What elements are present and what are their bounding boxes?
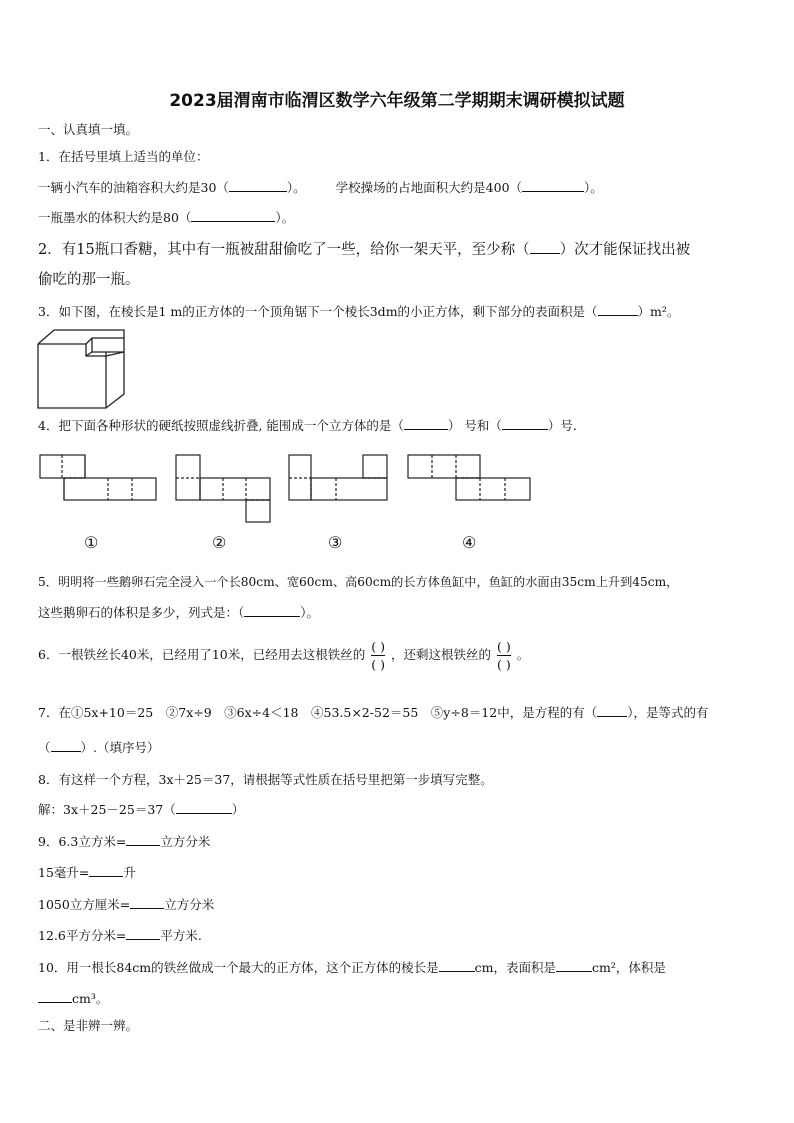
section-heading-1: 一、认真填一填。 [38, 122, 139, 137]
cube-cut-corner-figure [36, 328, 128, 412]
q8-blank[interactable] [176, 800, 232, 814]
q9-blank-c[interactable] [130, 895, 164, 909]
q4-line: 4．把下面各种形状的硬纸按照虚线折叠, 能围成一个立方体的是（ ） 号和（ ）号． [38, 418, 586, 433]
q9-line-c: 1050立方厘米= 立方分米 [38, 897, 215, 912]
section-heading-2: 二、是非辨一辨。 [38, 1018, 139, 1033]
q7-line-1: 7．在①5x+10＝25 ②7x÷9 ③6x÷4＜18 ④53.5×2-52＝55 ⑤y÷8＝12中，是方程的有（ ），是等式的有 [38, 705, 709, 720]
q2-line-1: 2．有15瓶口香糖，其中有一瓶被甜甜偷吃了一些，给你一架天平，至少称（ ）次才能保证找出被 [38, 242, 691, 258]
q3-line: 3．如下图，在棱长是1 m的正方体的一个顶角锯下一个棱长3dm的小正方体，剩下部分的表面积是（ ）m²。 [38, 304, 680, 319]
q9-blank-d[interactable] [126, 926, 160, 940]
q10-line-1: 10．用一根长84cm的铁丝做成一个最大的正方体，这个正方体的棱长是 cm，表面积是 cm²，体积是 [38, 960, 666, 975]
net-label-4: ④ [462, 533, 477, 552]
q9-blank-a[interactable] [126, 832, 160, 846]
q2-blank[interactable] [530, 240, 560, 254]
q1-stem: 1．在括号里填上适当的单位： [38, 149, 209, 164]
q7-blank-2[interactable] [51, 738, 81, 752]
q1-line-c: 一瓶墨水的体积大约是80（ ）。 [38, 210, 295, 225]
q10-line-2: cm³。 [38, 989, 108, 1007]
q6-line: 6．一根铁丝长40米，已经用了10米，已经用去这根铁丝的 $\frac{( )}{( )}$ ，还剩这根铁丝的 $\frac{( )}{( )}$ 。 [38, 639, 530, 672]
q9-blank-b[interactable] [89, 863, 123, 877]
q1-blank-a[interactable] [229, 178, 287, 192]
q5-blank[interactable] [244, 603, 300, 617]
q6-fraction-left[interactable]: $\frac{( )}{( )}$ [496, 639, 511, 672]
q2-line-2: 偷吃的那一瓶。 [38, 272, 140, 288]
page-title: 2023届渭南市临渭区数学六年级第二学期期末调研模拟试题 [169, 91, 625, 111]
cube-nets-figure [38, 450, 538, 526]
q7-blank-1[interactable] [597, 703, 627, 717]
q9-line-a: 9．6.3立方米= 立方分米 [38, 834, 211, 849]
net-label-1: ① [84, 533, 99, 552]
q7-line-2: （ ）.（填序号） [38, 740, 160, 755]
q9-line-d: 12.6平方分米= 平方米. [38, 928, 202, 943]
net-label-3: ③ [328, 533, 343, 552]
q10-blank-area[interactable] [556, 958, 592, 972]
q1-line-a: 一辆小汽车的油箱容积大约是30（ ）。 学校操场的占地面积大约是400（ ）。 [38, 180, 603, 195]
q3-blank[interactable] [598, 302, 638, 316]
q1-blank-b[interactable] [522, 178, 584, 192]
q5-line-1: 5．明明将一些鹅卵石完全浸入一个长80cm、宽60cm、高60cm的长方体鱼缸中，鱼缸的水面由35cm上升到45cm， [38, 575, 679, 589]
q4-blank-2[interactable] [502, 416, 548, 430]
q5-line-2: 这些鹅卵石的体积是多少，列式是：（ ）。 [38, 605, 320, 620]
net-label-2: ② [212, 533, 227, 552]
q6-fraction-used[interactable]: $\frac{( )}{( )}$ [371, 639, 385, 672]
q10-blank-volume[interactable] [38, 989, 72, 1003]
q8-line-1: 8．有这样一个方程，3x＋25＝37，请根据等式性质在括号里把第一步填写完整。 [38, 772, 493, 787]
q10-blank-edge[interactable] [439, 958, 475, 972]
q8-line-2: 解：3x＋25－25＝37（ ） [38, 802, 245, 817]
q4-blank-1[interactable] [404, 416, 448, 430]
q1-blank-c[interactable] [191, 208, 275, 222]
q9-line-b: 15毫升= 升 [38, 865, 136, 880]
